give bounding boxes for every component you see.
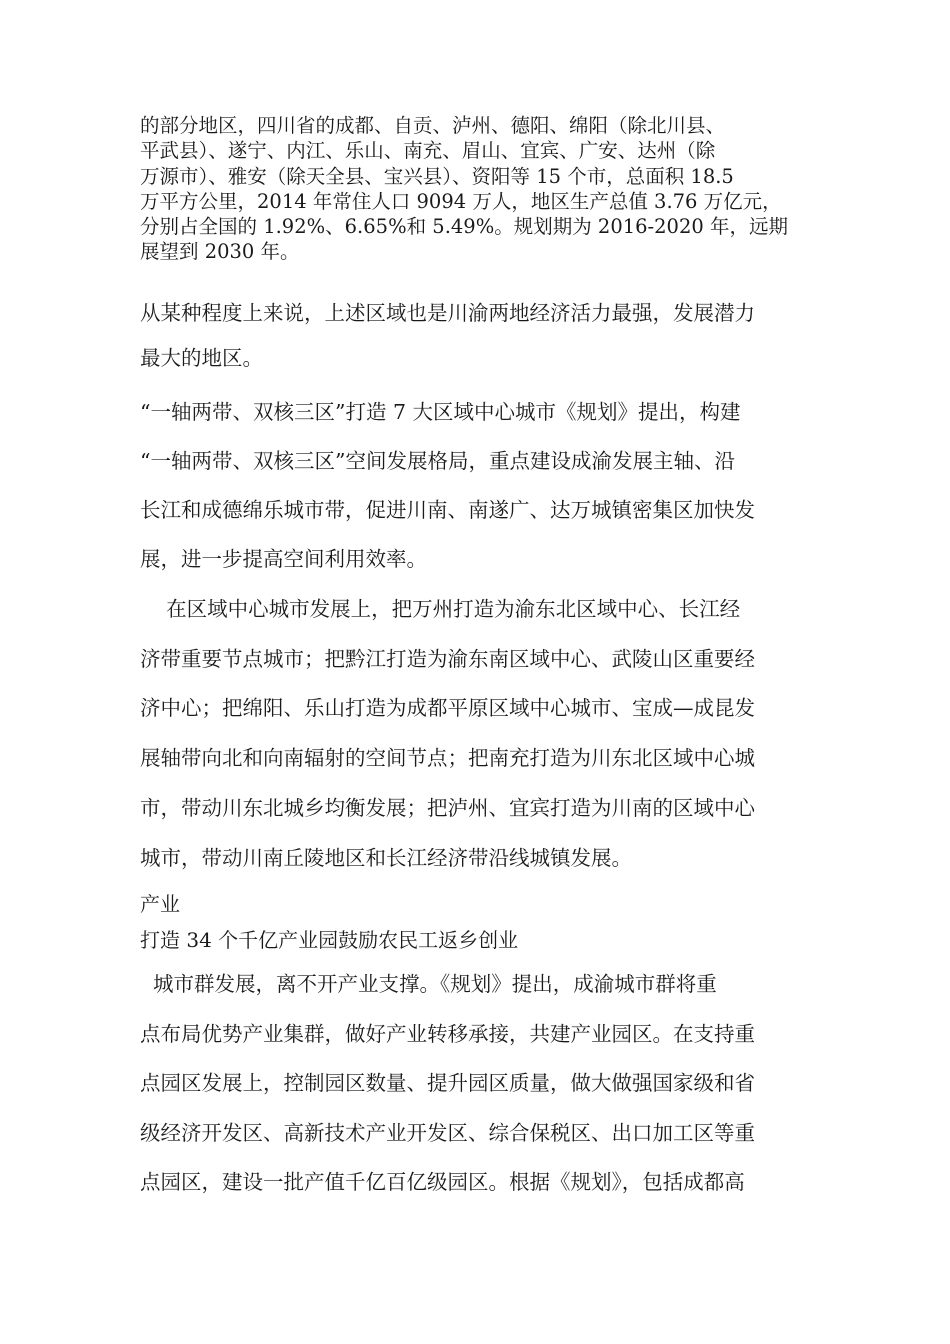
text-line: 济中心；把绵阳、乐山打造为成都平原区域中心城市、宝成—成昆发 (140, 696, 755, 721)
section-heading: 产业 (140, 892, 180, 916)
paragraph-economic-vitality (140, 291, 830, 381)
paragraph-industry (140, 960, 830, 1208)
text-line: 展轴带向北和向南辐射的空间节点；把南充打造为川东北区域中心城 (140, 746, 755, 771)
text-line: 级经济开发区、高新技术产业开发区、综合保税区、出口加工区等重 (140, 1120, 755, 1145)
text-line: “一轴两带、双核三区”打造 7 大区域中心城市《规划》提出，构建 (140, 400, 741, 424)
text-line: 的部分地区，四川省的成都、自贡、泸州、德阳、绵阳（除北川县、 (140, 114, 726, 137)
text-line: 从某种程度上来说，上述区域也是川渝两地经济活力最强，发展潜力 (140, 301, 755, 325)
text-line: 在区域中心城市发展上，把万州打造为渝东北区域中心、长江经 (140, 597, 741, 621)
paragraph-spatial-layout (140, 388, 830, 584)
text-line: 长江和成德绵乐城市带，促进川南、南遂广、达万城镇密集区加快发 (140, 498, 755, 522)
text-line: 展，进一步提高空间利用效率。 (140, 547, 427, 571)
text-line: 济带重要节点城市；把黔江打造为渝东南区域中心、武陵山区重要经 (140, 646, 755, 671)
text-line: 市，带动川东北城乡均衡发展；把泸州、宜宾打造为川南的区域中心 (140, 795, 755, 820)
text-line: 最大的地区。 (140, 346, 263, 370)
text-line: 分别占全国的 1.92%、6.65%和 5.49%。规划期为 2016-2020 年，远期 (140, 215, 788, 239)
text-line: “一轴两带、双核三区”空间发展格局，重点建设成渝发展主轴、沿 (140, 449, 735, 473)
text-line: 平武县）、遂宁、内江、乐山、南充、眉山、宜宾、广安、达州（除 (140, 139, 716, 163)
text-line: 点园区发展上，控制园区数量、提升园区质量，做大做强国家级和省 (140, 1071, 755, 1095)
text-line: 万源市）、雅安（除天全县、宝兴县）、资阳等 15 个市，总面积 18.5 (140, 164, 734, 188)
paragraph-regional-centers (140, 585, 830, 883)
text-line: 城市，带动川南丘陵地区和长江经济带沿线城镇发展。 (140, 845, 632, 870)
text-line: 点园区，建设一批产值千亿百亿级园区。根据《规划》，包括成都高 (140, 1170, 745, 1194)
text-line: 展望到 2030 年。 (140, 240, 300, 264)
paragraph-region-overview (140, 113, 830, 265)
text-line: 万平方公里，2014 年常住人口 9094 万人，地区生产总值 3.76 万亿元， (140, 189, 782, 213)
subtitle-heading: 打造 34 个千亿产业园鼓励农民工返乡创业 (140, 928, 519, 952)
text-line: 城市群发展，离不开产业支撑。《规划》提出，成渝城市群将重 (140, 972, 717, 996)
text-line: 点布局优势产业集群，做好产业转移承接，共建产业园区。在支持重 (140, 1021, 755, 1046)
